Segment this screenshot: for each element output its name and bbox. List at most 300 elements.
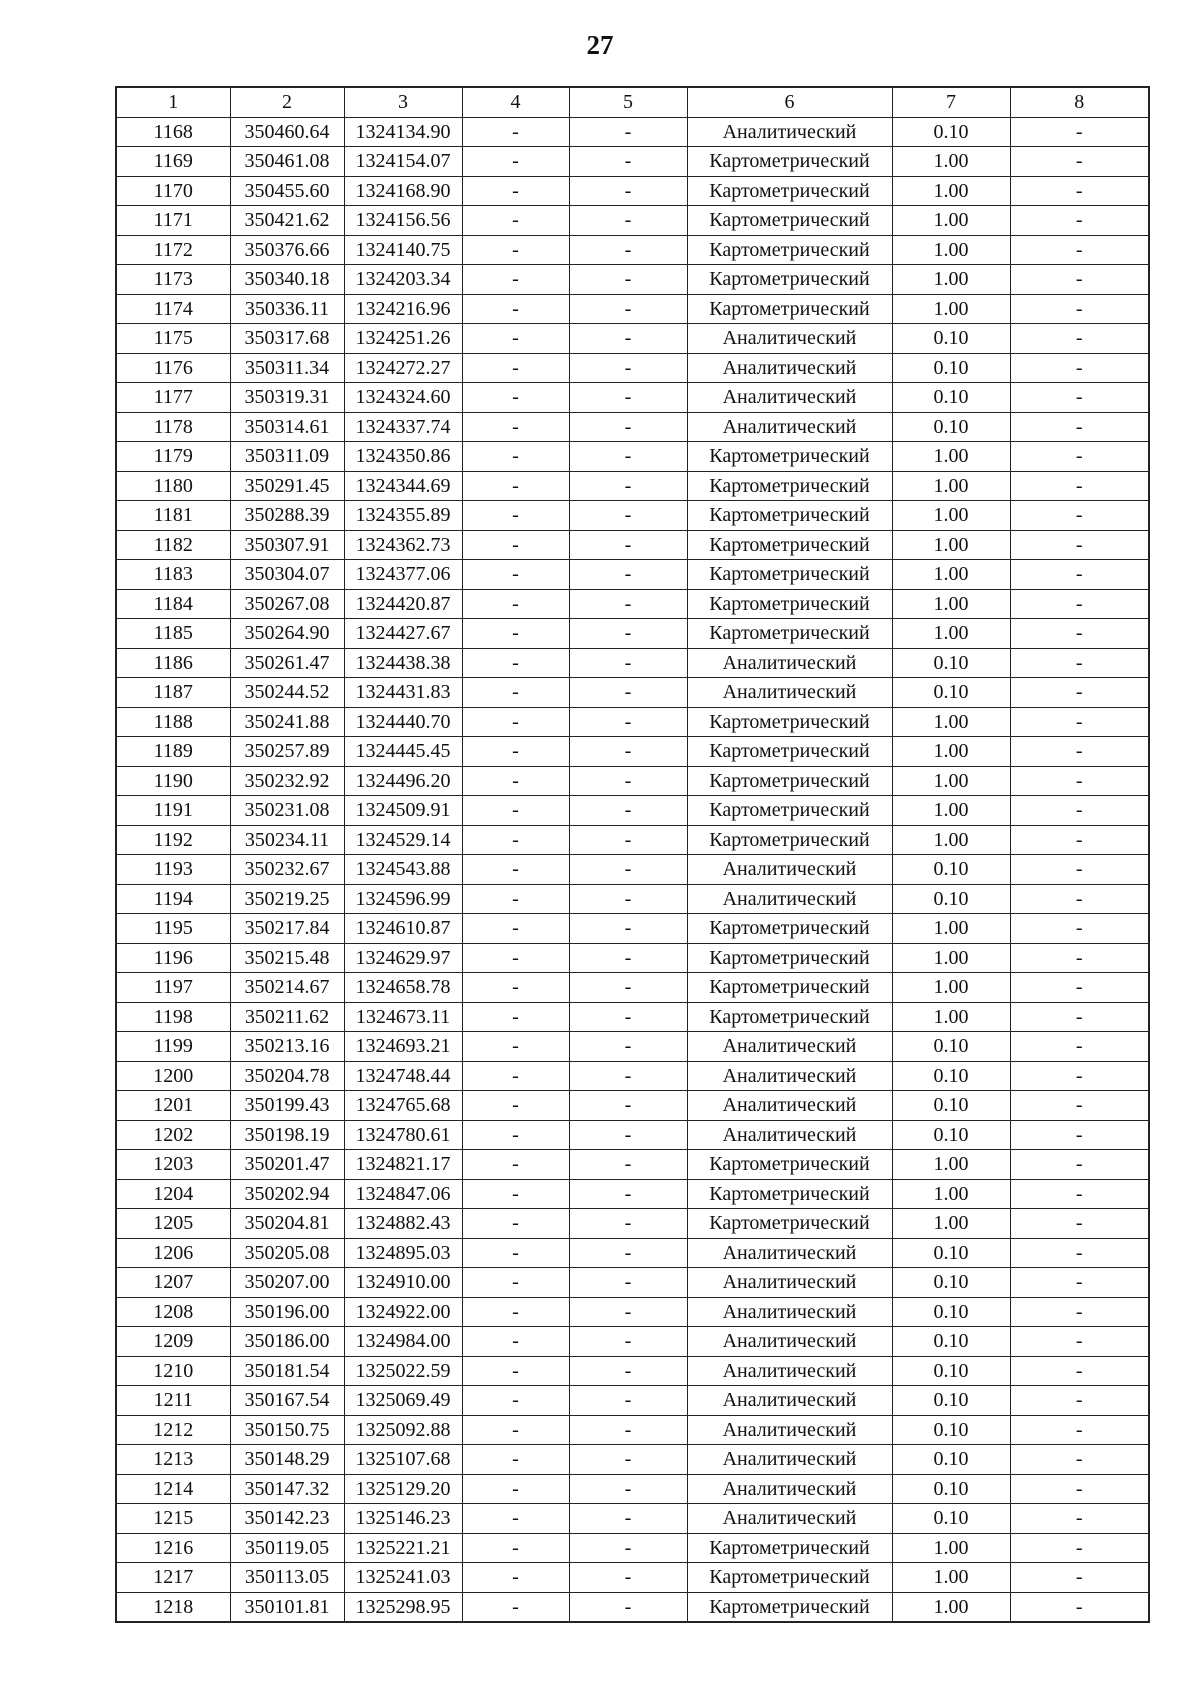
col4-cell: - bbox=[462, 589, 569, 619]
point-number-cell: 1170 bbox=[116, 176, 230, 206]
y-coordinate-cell: 1324156.56 bbox=[344, 206, 462, 236]
table-row bbox=[116, 619, 1149, 649]
x-coordinate-cell: 350147.32 bbox=[230, 1474, 344, 1504]
col5-cell: - bbox=[569, 1120, 687, 1150]
col8-cell: - bbox=[1010, 1238, 1149, 1268]
col5-cell: - bbox=[569, 1327, 687, 1357]
method-cell: Аналитический bbox=[687, 1504, 892, 1534]
col5-cell: - bbox=[569, 855, 687, 885]
table-row bbox=[116, 737, 1149, 767]
method-cell: Аналитический bbox=[687, 1297, 892, 1327]
col4-cell: - bbox=[462, 1091, 569, 1121]
method-cell: Картометрический bbox=[687, 501, 892, 531]
col5-cell: - bbox=[569, 1150, 687, 1180]
y-coordinate-cell: 1324910.00 bbox=[344, 1268, 462, 1298]
col4-cell: - bbox=[462, 766, 569, 796]
accuracy-cell: 1.00 bbox=[892, 1209, 1010, 1239]
accuracy-cell: 1.00 bbox=[892, 619, 1010, 649]
method-cell: Аналитический bbox=[687, 1091, 892, 1121]
col5-cell: - bbox=[569, 471, 687, 501]
accuracy-cell: 1.00 bbox=[892, 1002, 1010, 1032]
y-coordinate-cell: 1324529.14 bbox=[344, 825, 462, 855]
col5-cell: - bbox=[569, 1386, 687, 1416]
x-coordinate-cell: 350461.08 bbox=[230, 147, 344, 177]
col8-cell: - bbox=[1010, 1091, 1149, 1121]
x-coordinate-cell: 350205.08 bbox=[230, 1238, 344, 1268]
method-cell: Картометрический bbox=[687, 265, 892, 295]
accuracy-cell: 0.10 bbox=[892, 1238, 1010, 1268]
col5-cell: - bbox=[569, 707, 687, 737]
y-coordinate-cell: 1324377.06 bbox=[344, 560, 462, 590]
y-coordinate-cell: 1324431.83 bbox=[344, 678, 462, 708]
point-number-cell: 1181 bbox=[116, 501, 230, 531]
point-number-cell: 1192 bbox=[116, 825, 230, 855]
table-row bbox=[116, 383, 1149, 413]
x-coordinate-cell: 350455.60 bbox=[230, 176, 344, 206]
point-number-cell: 1214 bbox=[116, 1474, 230, 1504]
col8-cell: - bbox=[1010, 1120, 1149, 1150]
x-coordinate-cell: 350101.81 bbox=[230, 1592, 344, 1622]
table-row bbox=[116, 766, 1149, 796]
col8-cell: - bbox=[1010, 1504, 1149, 1534]
col8-cell: - bbox=[1010, 206, 1149, 236]
method-cell: Аналитический bbox=[687, 1445, 892, 1475]
col8-cell: - bbox=[1010, 383, 1149, 413]
col4-cell: - bbox=[462, 648, 569, 678]
point-number-cell: 1176 bbox=[116, 353, 230, 383]
method-cell: Аналитический bbox=[687, 1386, 892, 1416]
method-cell: Аналитический bbox=[687, 1356, 892, 1386]
col5-cell: - bbox=[569, 176, 687, 206]
accuracy-cell: 1.00 bbox=[892, 973, 1010, 1003]
col5-cell: - bbox=[569, 1209, 687, 1239]
accuracy-cell: 0.10 bbox=[892, 1297, 1010, 1327]
table-row bbox=[116, 1563, 1149, 1593]
table-header-row bbox=[116, 87, 1149, 117]
col8-cell: - bbox=[1010, 589, 1149, 619]
accuracy-cell: 0.10 bbox=[892, 1091, 1010, 1121]
point-number-cell: 1194 bbox=[116, 884, 230, 914]
accuracy-cell: 0.10 bbox=[892, 1061, 1010, 1091]
point-number-cell: 1175 bbox=[116, 324, 230, 354]
table-row bbox=[116, 560, 1149, 590]
point-number-cell: 1168 bbox=[116, 117, 230, 147]
x-coordinate-cell: 350460.64 bbox=[230, 117, 344, 147]
table-row bbox=[116, 884, 1149, 914]
accuracy-cell: 0.10 bbox=[892, 324, 1010, 354]
col4-cell: - bbox=[462, 1150, 569, 1180]
y-coordinate-cell: 1324780.61 bbox=[344, 1120, 462, 1150]
x-coordinate-cell: 350211.62 bbox=[230, 1002, 344, 1032]
accuracy-cell: 1.00 bbox=[892, 1150, 1010, 1180]
accuracy-cell: 1.00 bbox=[892, 766, 1010, 796]
accuracy-cell: 1.00 bbox=[892, 206, 1010, 236]
col4-cell: - bbox=[462, 619, 569, 649]
point-number-cell: 1211 bbox=[116, 1386, 230, 1416]
point-number-cell: 1177 bbox=[116, 383, 230, 413]
point-number-cell: 1197 bbox=[116, 973, 230, 1003]
y-coordinate-cell: 1324362.73 bbox=[344, 530, 462, 560]
col8-cell: - bbox=[1010, 1061, 1149, 1091]
col4-cell: - bbox=[462, 176, 569, 206]
accuracy-cell: 0.10 bbox=[892, 117, 1010, 147]
accuracy-cell: 1.00 bbox=[892, 530, 1010, 560]
point-number-cell: 1206 bbox=[116, 1238, 230, 1268]
accuracy-cell: 0.10 bbox=[892, 1415, 1010, 1445]
point-number-cell: 1183 bbox=[116, 560, 230, 590]
accuracy-cell: 1.00 bbox=[892, 1592, 1010, 1622]
table-row bbox=[116, 1386, 1149, 1416]
x-coordinate-cell: 350288.39 bbox=[230, 501, 344, 531]
point-number-cell: 1210 bbox=[116, 1356, 230, 1386]
x-coordinate-cell: 350311.09 bbox=[230, 442, 344, 472]
y-coordinate-cell: 1324658.78 bbox=[344, 973, 462, 1003]
method-cell: Аналитический bbox=[687, 855, 892, 885]
col4-cell: - bbox=[462, 796, 569, 826]
table-row bbox=[116, 1356, 1149, 1386]
method-cell: Аналитический bbox=[687, 678, 892, 708]
col5-cell: - bbox=[569, 737, 687, 767]
x-coordinate-cell: 350186.00 bbox=[230, 1327, 344, 1357]
col4-cell: - bbox=[462, 1209, 569, 1239]
method-cell: Аналитический bbox=[687, 1474, 892, 1504]
col8-cell: - bbox=[1010, 1032, 1149, 1062]
method-cell: Картометрический bbox=[687, 530, 892, 560]
col4-cell: - bbox=[462, 442, 569, 472]
col4-cell: - bbox=[462, 1327, 569, 1357]
col5-cell: - bbox=[569, 973, 687, 1003]
table-row bbox=[116, 1474, 1149, 1504]
col5-cell: - bbox=[569, 383, 687, 413]
accuracy-cell: 1.00 bbox=[892, 147, 1010, 177]
x-coordinate-cell: 350421.62 bbox=[230, 206, 344, 236]
y-coordinate-cell: 1324355.89 bbox=[344, 501, 462, 531]
y-coordinate-cell: 1324882.43 bbox=[344, 1209, 462, 1239]
column-header-4: 4 bbox=[462, 87, 569, 117]
col5-cell: - bbox=[569, 235, 687, 265]
method-cell: Картометрический bbox=[687, 1002, 892, 1032]
accuracy-cell: 1.00 bbox=[892, 1533, 1010, 1563]
col8-cell: - bbox=[1010, 294, 1149, 324]
method-cell: Аналитический bbox=[687, 884, 892, 914]
accuracy-cell: 0.10 bbox=[892, 855, 1010, 885]
point-number-cell: 1196 bbox=[116, 943, 230, 973]
y-coordinate-cell: 1324251.26 bbox=[344, 324, 462, 354]
col8-cell: - bbox=[1010, 324, 1149, 354]
point-number-cell: 1213 bbox=[116, 1445, 230, 1475]
method-cell: Картометрический bbox=[687, 737, 892, 767]
col5-cell: - bbox=[569, 294, 687, 324]
table-row bbox=[116, 796, 1149, 826]
y-coordinate-cell: 1324543.88 bbox=[344, 855, 462, 885]
point-number-cell: 1208 bbox=[116, 1297, 230, 1327]
table-row bbox=[116, 265, 1149, 295]
x-coordinate-cell: 350291.45 bbox=[230, 471, 344, 501]
method-cell: Картометрический bbox=[687, 560, 892, 590]
x-coordinate-cell: 350317.68 bbox=[230, 324, 344, 354]
col4-cell: - bbox=[462, 1238, 569, 1268]
table-row bbox=[116, 1268, 1149, 1298]
x-coordinate-cell: 350340.18 bbox=[230, 265, 344, 295]
table-row bbox=[116, 501, 1149, 531]
x-coordinate-cell: 350142.23 bbox=[230, 1504, 344, 1534]
col5-cell: - bbox=[569, 324, 687, 354]
col5-cell: - bbox=[569, 1238, 687, 1268]
x-coordinate-cell: 350267.08 bbox=[230, 589, 344, 619]
x-coordinate-cell: 350148.29 bbox=[230, 1445, 344, 1475]
table-row bbox=[116, 825, 1149, 855]
col5-cell: - bbox=[569, 530, 687, 560]
y-coordinate-cell: 1324847.06 bbox=[344, 1179, 462, 1209]
col4-cell: - bbox=[462, 1445, 569, 1475]
column-header-1: 1 bbox=[116, 87, 230, 117]
point-number-cell: 1173 bbox=[116, 265, 230, 295]
col4-cell: - bbox=[462, 678, 569, 708]
point-number-cell: 1190 bbox=[116, 766, 230, 796]
y-coordinate-cell: 1325069.49 bbox=[344, 1386, 462, 1416]
method-cell: Аналитический bbox=[687, 1327, 892, 1357]
x-coordinate-cell: 350119.05 bbox=[230, 1533, 344, 1563]
point-number-cell: 1188 bbox=[116, 707, 230, 737]
col5-cell: - bbox=[569, 943, 687, 973]
method-cell: Аналитический bbox=[687, 1238, 892, 1268]
col8-cell: - bbox=[1010, 678, 1149, 708]
accuracy-cell: 0.10 bbox=[892, 353, 1010, 383]
y-coordinate-cell: 1324350.86 bbox=[344, 442, 462, 472]
col8-cell: - bbox=[1010, 619, 1149, 649]
col8-cell: - bbox=[1010, 1563, 1149, 1593]
col8-cell: - bbox=[1010, 412, 1149, 442]
method-cell: Картометрический bbox=[687, 825, 892, 855]
accuracy-cell: 1.00 bbox=[892, 442, 1010, 472]
method-cell: Картометрический bbox=[687, 707, 892, 737]
x-coordinate-cell: 350304.07 bbox=[230, 560, 344, 590]
col4-cell: - bbox=[462, 973, 569, 1003]
col5-cell: - bbox=[569, 1592, 687, 1622]
table-row bbox=[116, 1120, 1149, 1150]
table-row bbox=[116, 1297, 1149, 1327]
col8-cell: - bbox=[1010, 707, 1149, 737]
y-coordinate-cell: 1324168.90 bbox=[344, 176, 462, 206]
y-coordinate-cell: 1324427.67 bbox=[344, 619, 462, 649]
point-number-cell: 1201 bbox=[116, 1091, 230, 1121]
col4-cell: - bbox=[462, 1415, 569, 1445]
x-coordinate-cell: 350207.00 bbox=[230, 1268, 344, 1298]
point-number-cell: 1199 bbox=[116, 1032, 230, 1062]
y-coordinate-cell: 1324765.68 bbox=[344, 1091, 462, 1121]
col5-cell: - bbox=[569, 117, 687, 147]
y-coordinate-cell: 1324445.45 bbox=[344, 737, 462, 767]
col8-cell: - bbox=[1010, 1297, 1149, 1327]
point-number-cell: 1198 bbox=[116, 1002, 230, 1032]
y-coordinate-cell: 1324629.97 bbox=[344, 943, 462, 973]
table-row bbox=[116, 1091, 1149, 1121]
point-number-cell: 1209 bbox=[116, 1327, 230, 1357]
point-number-cell: 1205 bbox=[116, 1209, 230, 1239]
method-cell: Картометрический bbox=[687, 1592, 892, 1622]
col8-cell: - bbox=[1010, 1209, 1149, 1239]
accuracy-cell: 1.00 bbox=[892, 914, 1010, 944]
col5-cell: - bbox=[569, 1504, 687, 1534]
col8-cell: - bbox=[1010, 176, 1149, 206]
x-coordinate-cell: 350261.47 bbox=[230, 648, 344, 678]
method-cell: Аналитический bbox=[687, 1415, 892, 1445]
y-coordinate-cell: 1325107.68 bbox=[344, 1445, 462, 1475]
point-number-cell: 1171 bbox=[116, 206, 230, 236]
col5-cell: - bbox=[569, 1179, 687, 1209]
point-number-cell: 1217 bbox=[116, 1563, 230, 1593]
point-number-cell: 1178 bbox=[116, 412, 230, 442]
accuracy-cell: 0.10 bbox=[892, 412, 1010, 442]
y-coordinate-cell: 1324216.96 bbox=[344, 294, 462, 324]
col4-cell: - bbox=[462, 1120, 569, 1150]
col8-cell: - bbox=[1010, 1415, 1149, 1445]
method-cell: Картометрический bbox=[687, 796, 892, 826]
x-coordinate-cell: 350336.11 bbox=[230, 294, 344, 324]
x-coordinate-cell: 350244.52 bbox=[230, 678, 344, 708]
col5-cell: - bbox=[569, 1091, 687, 1121]
x-coordinate-cell: 350264.90 bbox=[230, 619, 344, 649]
method-cell: Картометрический bbox=[687, 147, 892, 177]
method-cell: Аналитический bbox=[687, 353, 892, 383]
point-number-cell: 1191 bbox=[116, 796, 230, 826]
col4-cell: - bbox=[462, 825, 569, 855]
y-coordinate-cell: 1324134.90 bbox=[344, 117, 462, 147]
col5-cell: - bbox=[569, 884, 687, 914]
point-number-cell: 1189 bbox=[116, 737, 230, 767]
accuracy-cell: 1.00 bbox=[892, 707, 1010, 737]
col5-cell: - bbox=[569, 1533, 687, 1563]
col5-cell: - bbox=[569, 1297, 687, 1327]
col5-cell: - bbox=[569, 1268, 687, 1298]
x-coordinate-cell: 350219.25 bbox=[230, 884, 344, 914]
method-cell: Картометрический bbox=[687, 235, 892, 265]
x-coordinate-cell: 350376.66 bbox=[230, 235, 344, 265]
table-row bbox=[116, 294, 1149, 324]
col4-cell: - bbox=[462, 265, 569, 295]
x-coordinate-cell: 350234.11 bbox=[230, 825, 344, 855]
x-coordinate-cell: 350307.91 bbox=[230, 530, 344, 560]
accuracy-cell: 0.10 bbox=[892, 1386, 1010, 1416]
method-cell: Аналитический bbox=[687, 1032, 892, 1062]
y-coordinate-cell: 1324596.99 bbox=[344, 884, 462, 914]
y-coordinate-cell: 1325241.03 bbox=[344, 1563, 462, 1593]
point-number-cell: 1203 bbox=[116, 1150, 230, 1180]
point-number-cell: 1179 bbox=[116, 442, 230, 472]
y-coordinate-cell: 1325092.88 bbox=[344, 1415, 462, 1445]
col5-cell: - bbox=[569, 147, 687, 177]
col8-cell: - bbox=[1010, 117, 1149, 147]
accuracy-cell: 0.10 bbox=[892, 648, 1010, 678]
table-row bbox=[116, 353, 1149, 383]
table-row bbox=[116, 1179, 1149, 1209]
col8-cell: - bbox=[1010, 235, 1149, 265]
x-coordinate-cell: 350204.81 bbox=[230, 1209, 344, 1239]
y-coordinate-cell: 1325022.59 bbox=[344, 1356, 462, 1386]
col5-cell: - bbox=[569, 1061, 687, 1091]
table-row bbox=[116, 1504, 1149, 1534]
point-number-cell: 1207 bbox=[116, 1268, 230, 1298]
col5-cell: - bbox=[569, 1415, 687, 1445]
point-number-cell: 1187 bbox=[116, 678, 230, 708]
method-cell: Картометрический bbox=[687, 766, 892, 796]
accuracy-cell: 1.00 bbox=[892, 825, 1010, 855]
y-coordinate-cell: 1324610.87 bbox=[344, 914, 462, 944]
table-row bbox=[116, 176, 1149, 206]
point-number-cell: 1186 bbox=[116, 648, 230, 678]
method-cell: Аналитический bbox=[687, 1268, 892, 1298]
x-coordinate-cell: 350150.75 bbox=[230, 1415, 344, 1445]
accuracy-cell: 0.10 bbox=[892, 1356, 1010, 1386]
point-number-cell: 1216 bbox=[116, 1533, 230, 1563]
col4-cell: - bbox=[462, 1474, 569, 1504]
x-coordinate-cell: 350196.00 bbox=[230, 1297, 344, 1327]
col8-cell: - bbox=[1010, 1327, 1149, 1357]
x-coordinate-cell: 350217.84 bbox=[230, 914, 344, 944]
column-header-5: 5 bbox=[569, 87, 687, 117]
table-row bbox=[116, 324, 1149, 354]
method-cell: Картометрический bbox=[687, 206, 892, 236]
col5-cell: - bbox=[569, 1445, 687, 1475]
point-number-cell: 1184 bbox=[116, 589, 230, 619]
column-header-6: 6 bbox=[687, 87, 892, 117]
table-row bbox=[116, 1445, 1149, 1475]
table-row bbox=[116, 707, 1149, 737]
x-coordinate-cell: 350199.43 bbox=[230, 1091, 344, 1121]
col8-cell: - bbox=[1010, 501, 1149, 531]
table-row bbox=[116, 1415, 1149, 1445]
col4-cell: - bbox=[462, 235, 569, 265]
accuracy-cell: 1.00 bbox=[892, 589, 1010, 619]
table-row bbox=[116, 206, 1149, 236]
table-row bbox=[116, 530, 1149, 560]
y-coordinate-cell: 1324748.44 bbox=[344, 1061, 462, 1091]
point-number-cell: 1202 bbox=[116, 1120, 230, 1150]
col8-cell: - bbox=[1010, 648, 1149, 678]
table-row bbox=[116, 914, 1149, 944]
x-coordinate-cell: 350214.67 bbox=[230, 973, 344, 1003]
accuracy-cell: 0.10 bbox=[892, 678, 1010, 708]
table-row bbox=[116, 147, 1149, 177]
col4-cell: - bbox=[462, 1061, 569, 1091]
table-row bbox=[116, 1327, 1149, 1357]
coordinates-table bbox=[115, 86, 1150, 1623]
col5-cell: - bbox=[569, 501, 687, 531]
col5-cell: - bbox=[569, 1356, 687, 1386]
y-coordinate-cell: 1324154.07 bbox=[344, 147, 462, 177]
col5-cell: - bbox=[569, 353, 687, 383]
method-cell: Картометрический bbox=[687, 471, 892, 501]
accuracy-cell: 0.10 bbox=[892, 1474, 1010, 1504]
table-row bbox=[116, 117, 1149, 147]
method-cell: Аналитический bbox=[687, 1061, 892, 1091]
x-coordinate-cell: 350204.78 bbox=[230, 1061, 344, 1091]
x-coordinate-cell: 350257.89 bbox=[230, 737, 344, 767]
col4-cell: - bbox=[462, 1592, 569, 1622]
method-cell: Аналитический bbox=[687, 117, 892, 147]
col4-cell: - bbox=[462, 1386, 569, 1416]
col8-cell: - bbox=[1010, 1002, 1149, 1032]
y-coordinate-cell: 1324673.11 bbox=[344, 1002, 462, 1032]
col5-cell: - bbox=[569, 442, 687, 472]
method-cell: Картометрический bbox=[687, 294, 892, 324]
x-coordinate-cell: 350232.67 bbox=[230, 855, 344, 885]
y-coordinate-cell: 1324496.20 bbox=[344, 766, 462, 796]
col4-cell: - bbox=[462, 206, 569, 236]
table-body bbox=[116, 117, 1149, 1622]
accuracy-cell: 1.00 bbox=[892, 737, 1010, 767]
col8-cell: - bbox=[1010, 766, 1149, 796]
